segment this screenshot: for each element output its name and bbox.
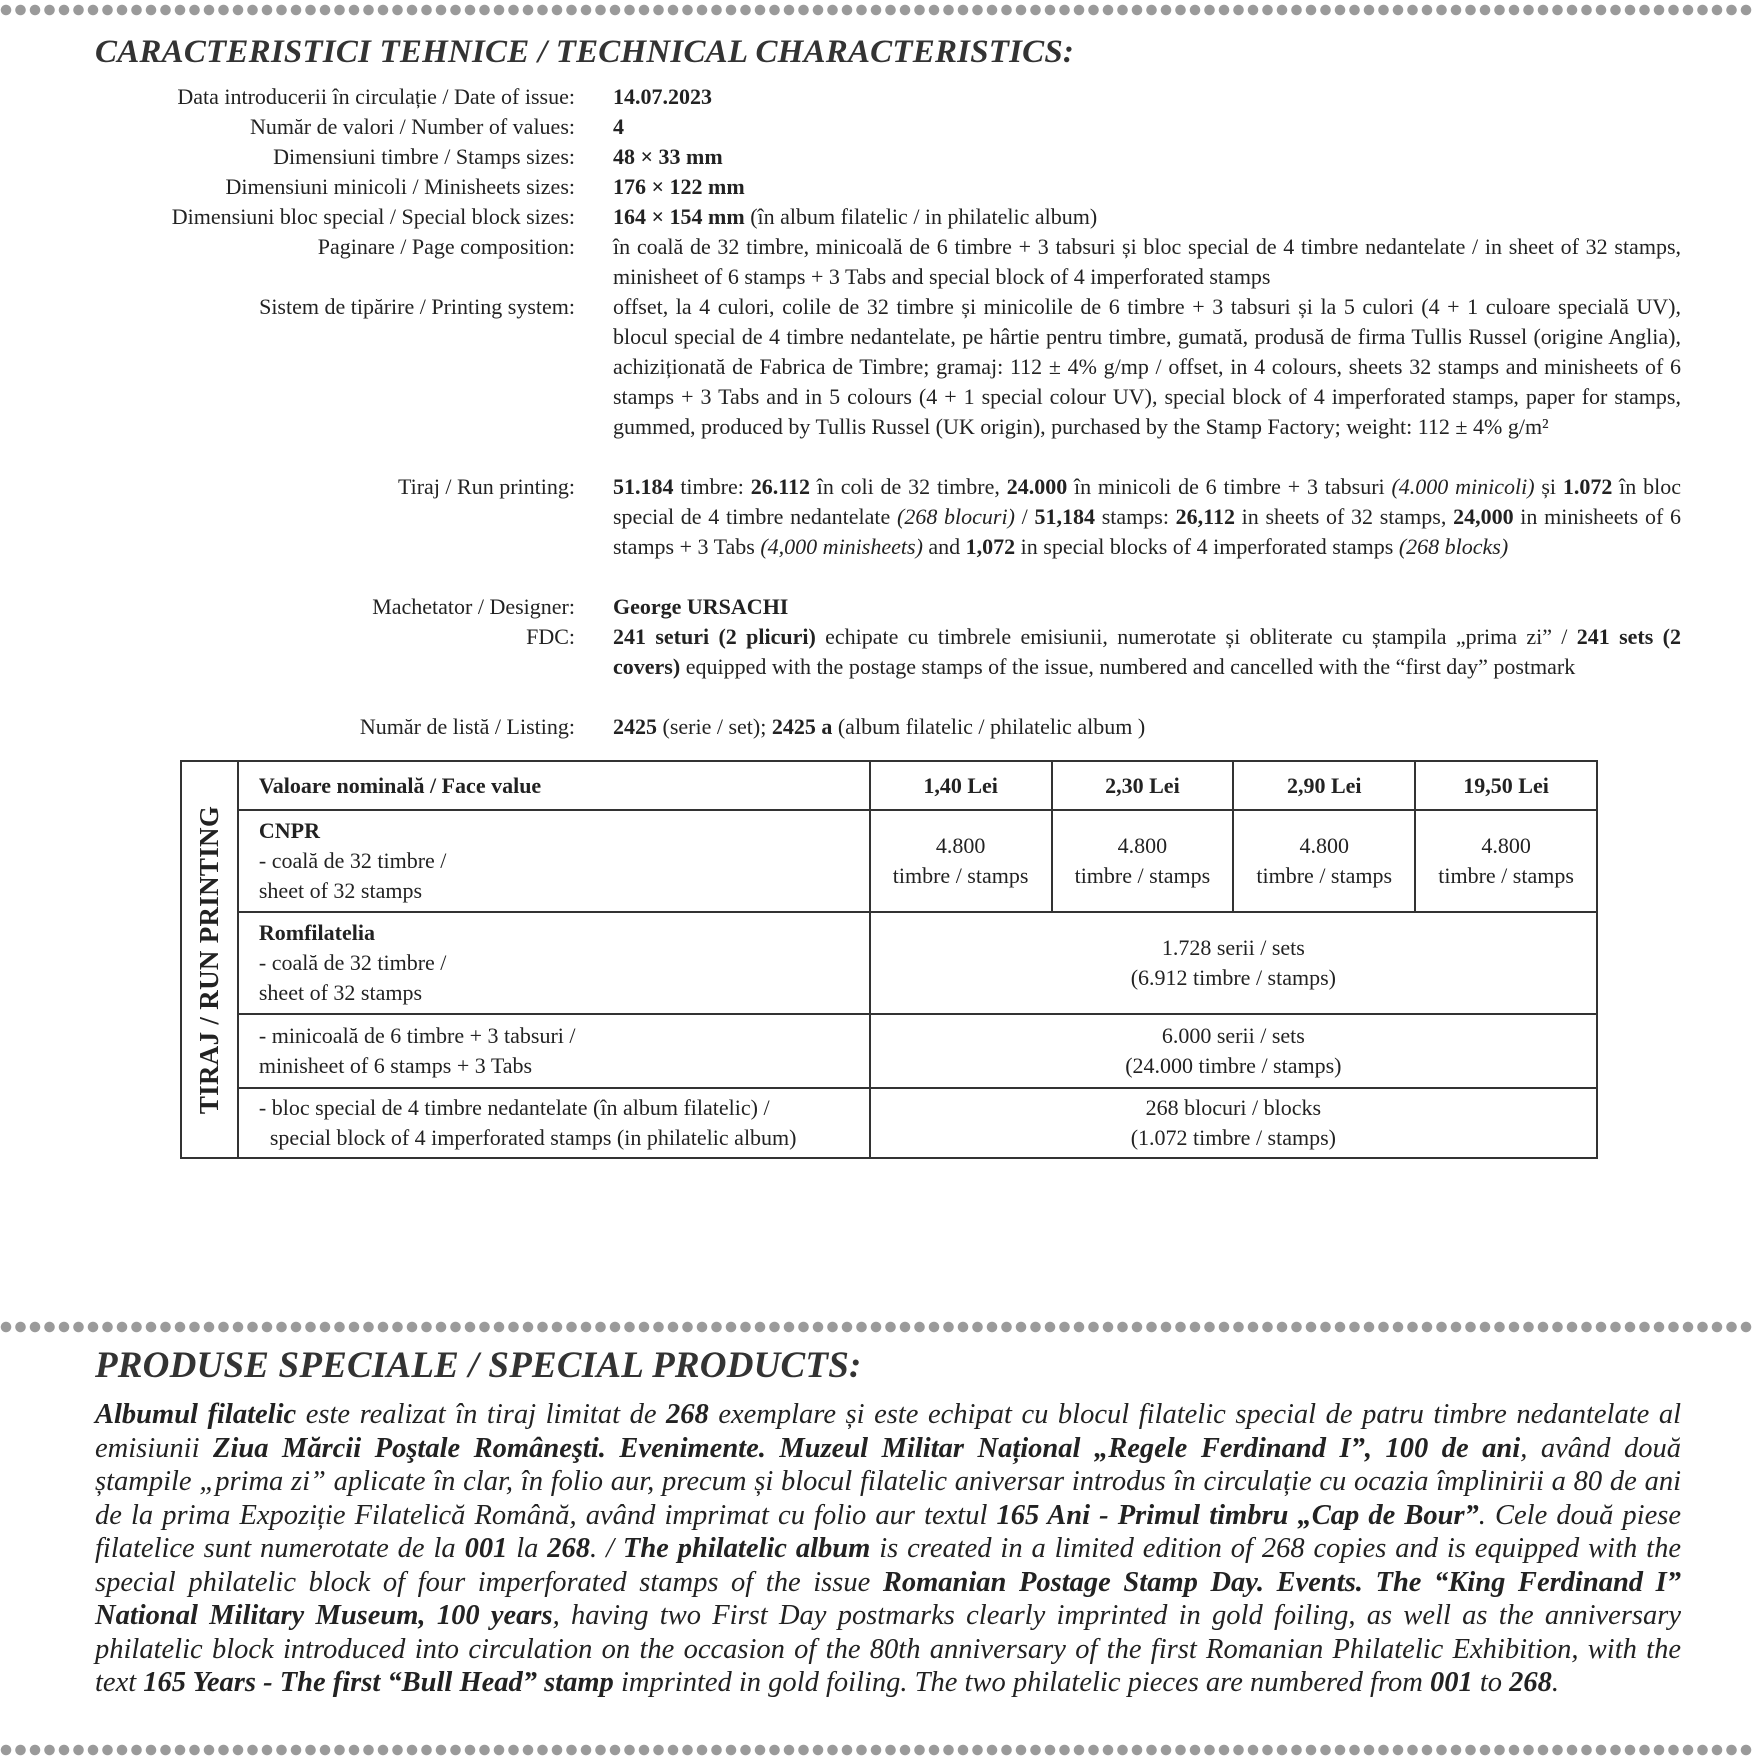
char-value: 48 × 33 mm [613,144,723,169]
char-value: George URSACHI [613,594,789,619]
char-label: Tiraj / Run printing: [397,474,575,499]
dotted-border-middle [0,1321,1755,1333]
char-label: Dimensiuni timbre / Stamps sizes: [273,144,575,169]
char-label: Paginare / Page composition: [317,234,575,259]
block-count: 268 blocuri / blocks (1.072 timbre / stamps) [870,1088,1597,1158]
technical-characteristics-title: CARACTERISTICI TEHNICE / TECHNICAL CHARACTERISTICS: [95,34,1075,70]
char-label: Număr de listă / Listing: [359,714,575,739]
face-value-4: 19,50 Lei [1415,761,1597,810]
romfilatelia-description: Romfilatelia - coală de 32 timbre / sheet of 32 stamps [238,912,870,1014]
run-printing-side-label: TIRAJ / RUN PRINTING [181,761,238,1158]
cnpr-count-1: 4.800 timbre / stamps [870,810,1052,912]
cnpr-count-3: 4.800 timbre / stamps [1233,810,1415,912]
char-label: Dimensiuni minicoli / Minisheets sizes: [225,174,575,199]
char-label: Machetator / Designer: [372,594,575,619]
dotted-border-top [0,4,1755,16]
char-value: 176 × 122 mm [613,174,745,199]
cnpr-count-4: 4.800 timbre / stamps [1415,810,1597,912]
romfilatelia-count: 1.728 serii / sets (6.912 timbre / stamps) [870,912,1597,1014]
char-label: FDC: [526,624,575,649]
face-value-header: Valoare nominală / Face value [238,761,870,810]
block-description: - bloc special de 4 timbre nedantelate (în album filatelic) / special block of 4 imperforated stamps (in philatelic album) [238,1088,870,1158]
cnpr-description: CNPR - coală de 32 timbre / sheet of 32 stamps [238,810,870,912]
face-value-2: 2,30 Lei [1052,761,1234,810]
special-products-paragraph: Albumul filatelic este realizat în tiraj limitat de 268 exemplare și este echipat cu blocul filatelic special de patru timbre nedantelate al emisiunii Ziua Mărcii Poştale Româneşti. Evenimente. Muzeul Militar Național „Regele Ferdinand I”, 100 de ani, având două ștampile „prima zi” aplicate în clar, în folio aur, precum și blocul filatelic aniversar introdus în circulație cu ocazia împlinirii a 80 de ani de la prima Expoziție Filatelică Română, având imprimat cu folio aur textul 165 Ani - Primul timbru „Cap de Bour”. Cele două piese filatelice sunt numerotate de la 001 la 268. / The philatelic album is created in a limited edition of 268 copies and is equipped with the special philatelic block of four imperforated stamps of the issue Romanian Postage Stamp Day. Events. The “King Ferdinand I” National Military Museum, 100 years, having two First Day postmarks clearly imprinted in gold foiling, as well as the anniversary philatelic block introduced into circulation on the occasion of the 80th anniversary of the first Romanian Philatelic Exhibition, with the text 165 Years - The first “Bull Head” stamp imprinted in gold foiling. The two philatelic pieces are numbered from 001 to 268. [95,1399,1682,1698]
char-label: Dimensiuni bloc special / Special block sizes: [171,204,575,229]
char-label: Data introducerii în circulație / Date of issue: [177,84,575,109]
char-label: Număr de valori / Number of values: [249,114,575,139]
minisheet-description: - minicoală de 6 timbre + 3 tabsuri / minisheet of 6 stamps + 3 Tabs [238,1014,870,1088]
char-value: 2425 (serie / set); 2425 a (album filatelic / philatelic album ) [613,714,1146,739]
dotted-border-bottom [0,1744,1755,1756]
char-label: Sistem de tipărire / Printing system: [259,294,575,319]
char-value: 4 [613,114,624,139]
char-value: offset, la 4 culori, colile de 32 timbre și minicolile de 6 timbre + 3 tabsuri și la 5 culori (4 + 1 culoare specială UV), blocul special de 4 timbre nedantelate, pe hârtie pentru timbre, gumată, produsă de firma Tullis Russel (origine Anglia), achiziționată de Fabrica de Timbre; gramaj: 112 ± 4% g/mp / offset, in 4 colours, sheets 32 stamps and minisheets of 6 stamps + 3 Tabs and in 5 colours (4 + 1 special colour UV), special block of 4 imperforated stamps, paper for stamps, gummed, produced by Tullis Russel (UK origin), purchased by the Stamp Factory; weight: 112 ± 4% g/m² [613,294,1681,439]
cnpr-count-2: 4.800 timbre / stamps [1052,810,1234,912]
char-value: 164 × 154 mm (în album filatelic / in philatelic album) [613,204,1098,229]
char-value: în coală de 32 timbre, minicoală de 6 timbre + 3 tabsuri și bloc special de 4 timbre nedantelate / in sheet of 32 stamps, minisheet of 6 stamps + 3 Tabs and special block of 4 imperforated stamps [613,234,1681,289]
char-value: 241 seturi (2 plicuri) echipate cu timbrele emisiunii, numerotate și obliterate cu ștampila „prima zi” / 241 sets (2 covers) equipped with the postage stamps of the issue, numbered and cancelled with the “first day” postmark [613,624,1681,679]
minisheet-count: 6.000 serii / sets (24.000 timbre / stamps) [870,1014,1597,1088]
special-products-title: PRODUSE SPECIALE / SPECIAL PRODUCTS: [95,1345,862,1386]
char-value: 14.07.2023 [613,84,712,109]
face-value-3: 2,90 Lei [1233,761,1415,810]
run-printing-table [180,760,1598,1159]
char-value: 51.184 timbre: 26.112 în coli de 32 timbre, 24.000 în minicoli de 6 timbre + 3 tabsuri (4.000 minicoli) și 1.072 în bloc special de 4 timbre nedantelate (268 blocuri) / 51,184 stamps: 26,112 in sheets of 32 stamps, 24,000 in minisheets of 6 stamps + 3 Tabs (4,000 minisheets) and 1,072 in special blocks of 4 imperforated stamps (268 blocks) [613,474,1681,559]
face-value-1: 1,40 Lei [870,761,1052,810]
